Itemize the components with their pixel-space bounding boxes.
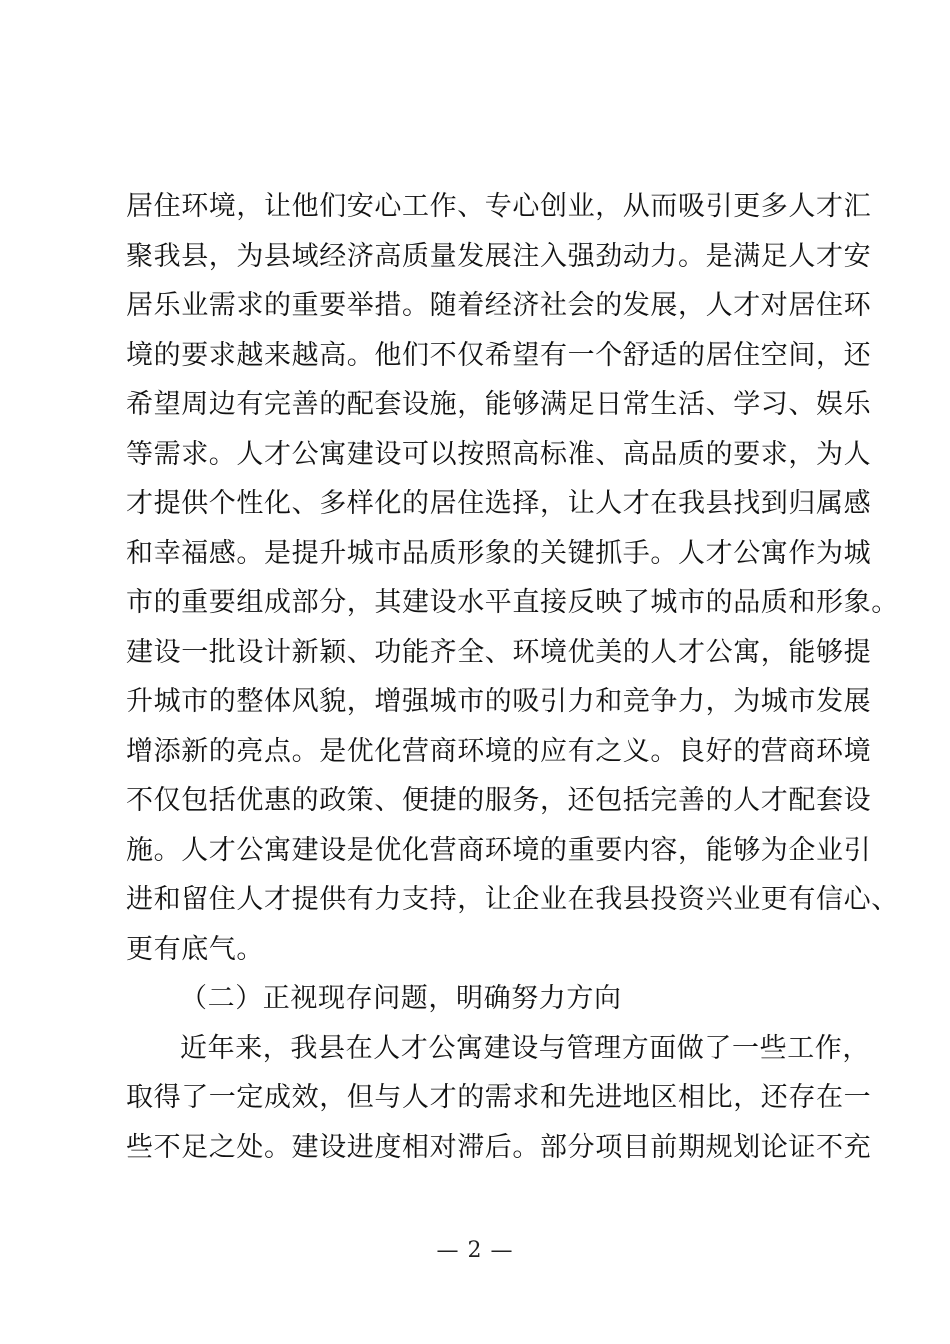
text-line: 才提供个性化、多样化的居住选择，让人才在我县找到归属感 [126, 488, 872, 519]
text-line: 市的重要组成部分，其建设水平直接反映了城市的品质和形象。 [126, 587, 899, 618]
text-line: 境的要求越来越高。他们不仅希望有一个舒适的居住空间，还 [126, 339, 872, 371]
text-line: 希望周边有完善的配套设施，能够满足日常生活、学习、娱乐 [126, 389, 872, 420]
text-line: 居住环境，让他们安心工作、专心创业，从而吸引更多人才汇 [126, 191, 872, 222]
text-line: 和幸福感。是提升城市品质形象的关键抓手。人才公寓作为城 [126, 537, 872, 569]
text-line: 聚我县，为县域经济高质量发展注入强劲动力。是满足人才安 [126, 240, 872, 272]
text-line: 近年来，我县在人才公寓建设与管理方面做了一些工作， [180, 1032, 870, 1064]
paragraph-1 [126, 182, 899, 974]
text-line: 更有底气。 [126, 933, 264, 965]
body-text [126, 182, 899, 1172]
text-line: 增添新的亮点。是优化营商环境的应有之义。良好的营商环境 [126, 735, 872, 767]
text-line: 进和留住人才提供有力支持，让企业在我县投资兴业更有信心、 [126, 884, 899, 915]
section-heading: （二）正视现存问题，明确努力方向 [180, 983, 622, 1014]
text-line: 取得了一定成效，但与人才的需求和先进地区相比，还存在一 [126, 1082, 872, 1113]
paragraph-2 [126, 1024, 872, 1173]
page-number: — 2 — [436, 1238, 514, 1263]
text-line: 建设一批设计新颖、功能齐全、环境优美的人才公寓，能够提 [126, 636, 872, 668]
text-line: 居乐业需求的重要举措。随着经济社会的发展，人才对居住环 [126, 290, 872, 321]
text-line: 升城市的整体风貌，增强城市的吸引力和竞争力，为城市发展 [126, 686, 872, 717]
text-line: 等需求。人才公寓建设可以按照高标准、高品质的要求，为人 [126, 438, 872, 470]
text-line: 施。人才公寓建设是优化营商环境的重要内容，能够为企业引 [126, 834, 872, 866]
text-line: 些不足之处。建设进度相对滞后。部分项目前期规划论证不充 [126, 1131, 872, 1163]
text-line: 不仅包括优惠的政策、便捷的服务，还包括完善的人才配套设 [126, 785, 872, 816]
